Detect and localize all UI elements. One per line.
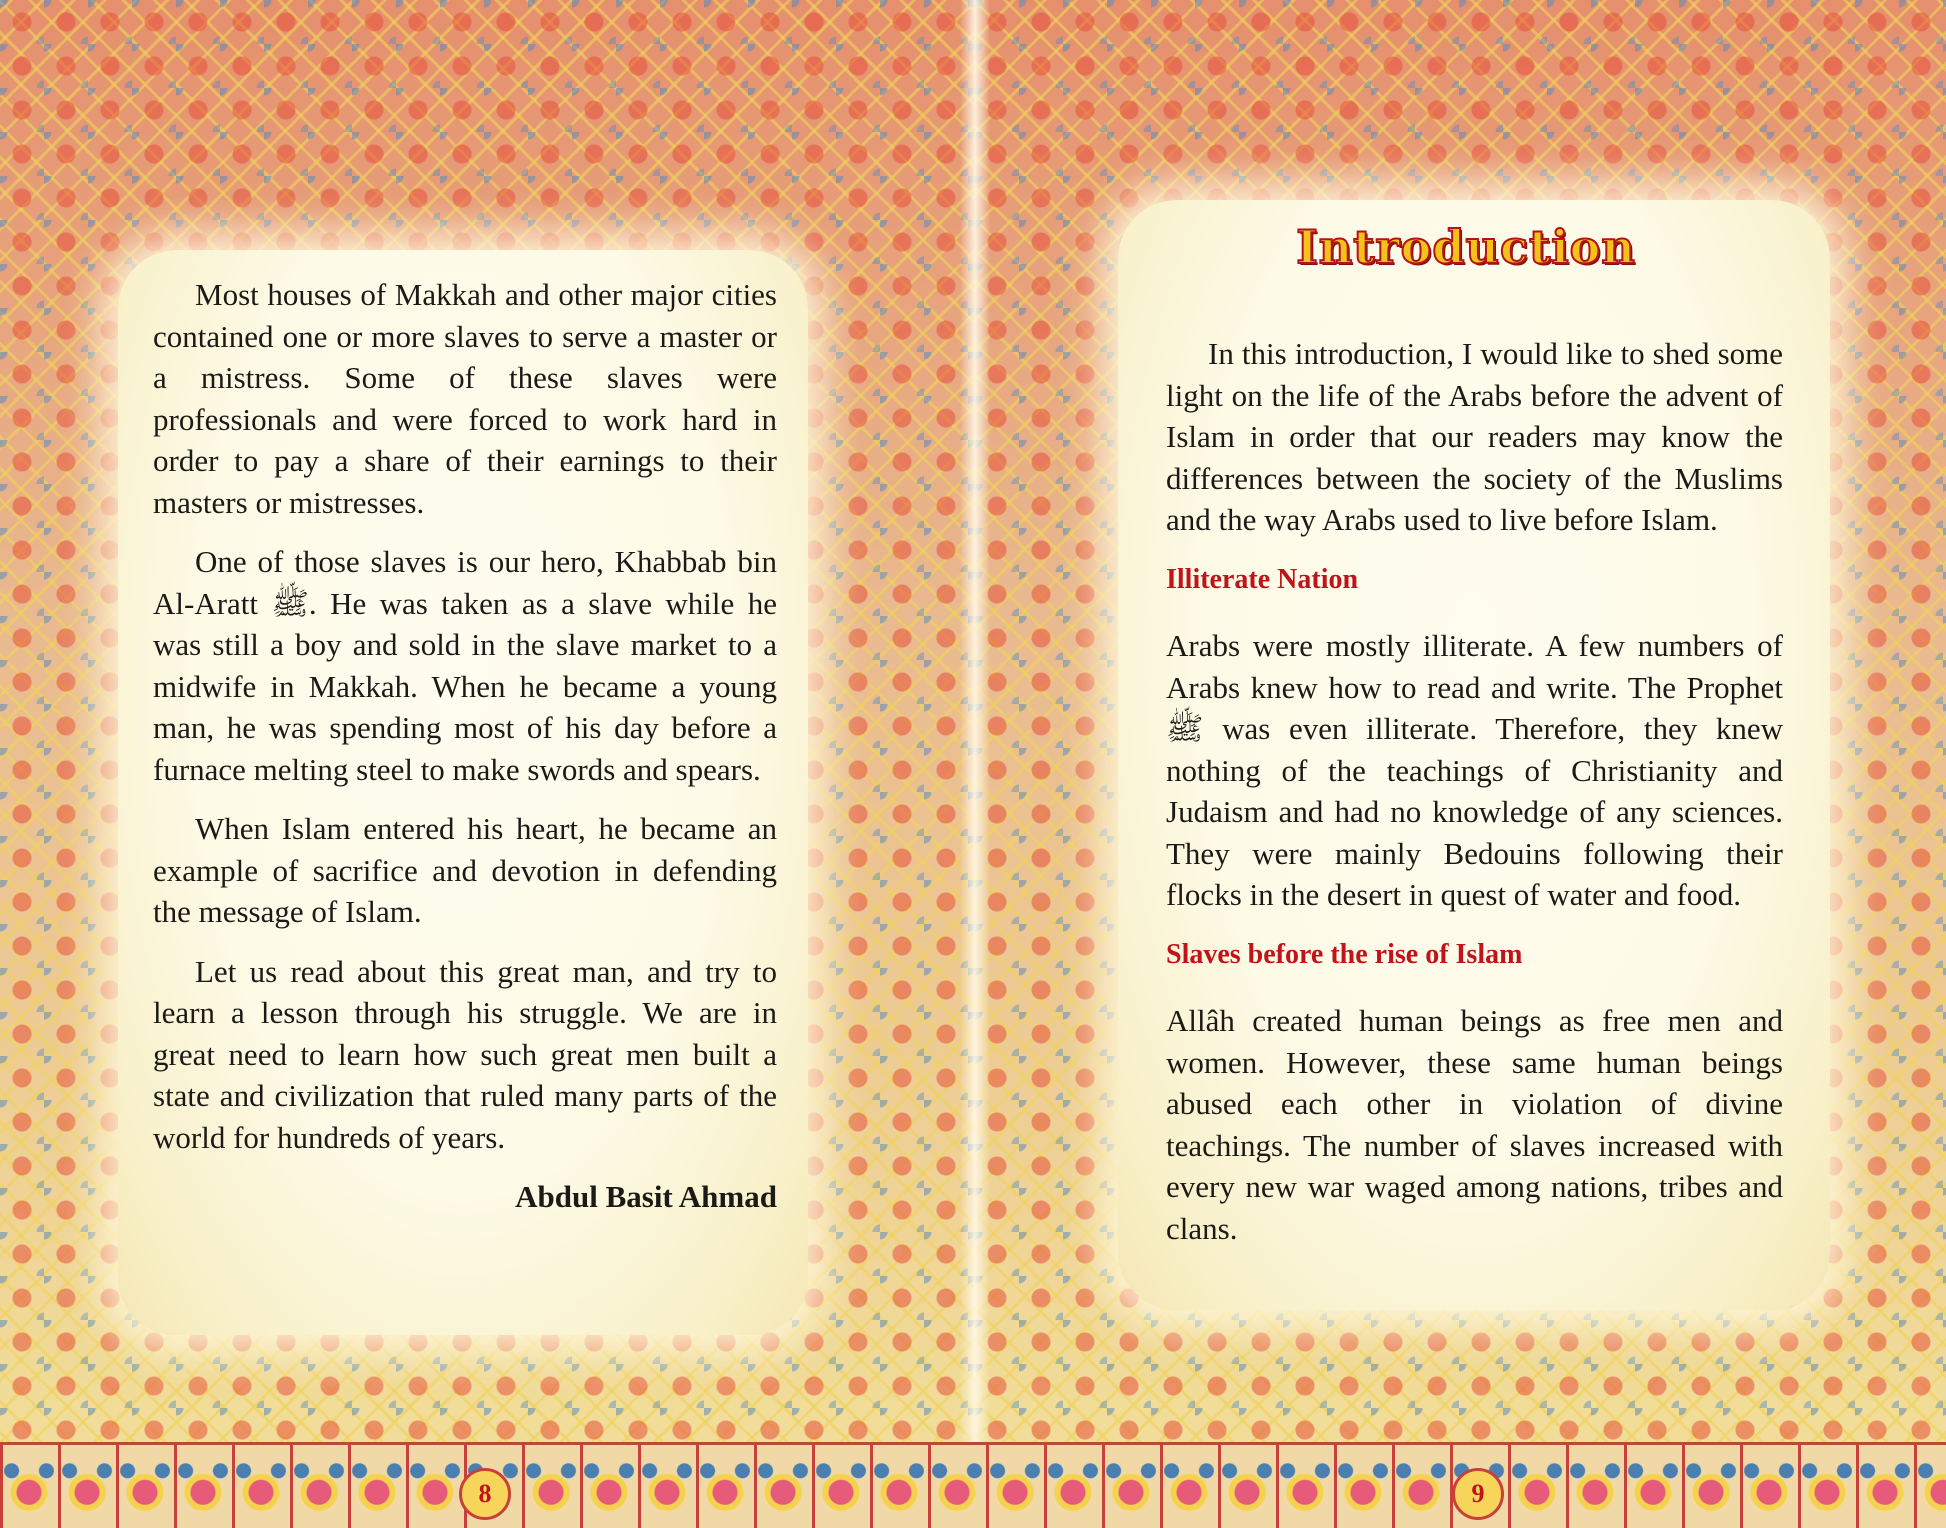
page-number-left: 8: [459, 1468, 511, 1520]
page-number-right: 9: [1452, 1468, 1504, 1520]
book-gutter: [960, 0, 990, 1528]
decorative-border-strip: [0, 1442, 1946, 1528]
page-title: Introduction: [1296, 220, 1636, 274]
paragraph: Arabs were mostly illiterate. A few numbers of Arabs knew how to read and write. The Prophet ﷺ was even illiterate. Therefore, they knew nothing of the teachings of Christianity and Judaism and had no knowledge of any sciences. They were mainly Bedouins following their flocks in the desert in quest of water and food.: [1166, 628, 1783, 912]
paragraph: When Islam entered his heart, he became an example of sacrifice and devotion in defending the message of Islam.: [153, 811, 777, 929]
paragraph: Most houses of Makkah and other major cities contained one or more slaves to serve a master or a mistress. Some of these slaves were professionals and were forced to work hard in order to pay a share of their earnings to their masters or mistresses.: [153, 277, 777, 520]
section-heading: Slaves before the rise of Islam: [1166, 938, 1523, 970]
paragraph: Allâh created human beings as free men and women. However, these same human beings abused each other in violation of divine teachings. The number of slaves increased with every new war waged among nations, tribes and clans.: [1166, 1003, 1783, 1246]
paragraph: One of those slaves is our hero, Khabbab bin Al-Aratt ﷺ. He was taken as a slave while he was still a boy and sold in the slave market to a midwife in Makkah. When he became a young man, he was spending most of his day before a furnace melting steel to make swords and spears.: [153, 544, 777, 787]
right-page-text: [1166, 333, 1783, 1267]
paragraph: Let us read about this great man, and try to learn a lesson through his struggle. We are in great need to learn how such great men built a state and civilization that ruled many parts of the world for hundreds of years.: [153, 953, 777, 1155]
left-page-text: [153, 274, 777, 1218]
author-signature: Abdul Basit Ahmad: [515, 1179, 777, 1214]
paragraph: In this introduction, I would like to shed some light on the life of the Arabs before the advent of Islam in order that our readers may know the differences between the society of the Muslims and the way Arabs used to live before Islam.: [1166, 336, 1783, 537]
section-heading: Illiterate Nation: [1166, 563, 1359, 595]
